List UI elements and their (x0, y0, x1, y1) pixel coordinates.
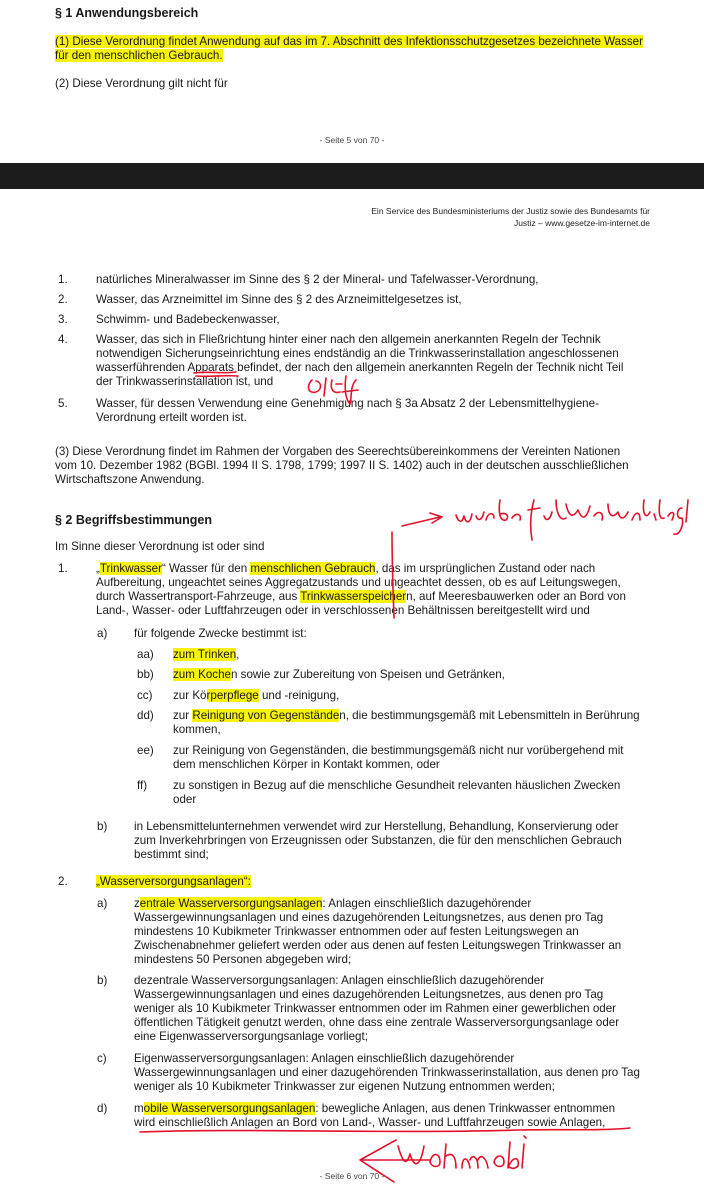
ink-note-top-script (456, 500, 688, 540)
page-header: Ein Service des Bundesministeriums der Justiz sowie des Bundesamts für Justiz ‒ www.gesetze-im-internet.de (371, 206, 650, 228)
def2b-line5: eine Eigenwasserversorgungsanlage vorliegt; (134, 1030, 368, 1043)
sub-ff-line1: zu sonstigen in Bezug auf die menschliche Gesundheit relevanten häuslichen Zwecken (173, 779, 621, 792)
list-item-text: notwendigen Sicherungseinrichtung eines endständig an die Trinkwasserinstallation angeschlossenen (96, 347, 619, 360)
list-item-text: Schwimm- und Badebeckenwasser, (96, 313, 280, 326)
def2d-line1: mobile Wasserversorgungsanlagen: bewegliche Anlagen, aus denen Trinkwasser entnommen (134, 1102, 616, 1115)
def1b-line2: zum Inverkehrbringen von Erzeugnissen oder Substanzen, die für den menschlichen Gebrauch (134, 834, 622, 847)
sub-dd-num: dd) (137, 709, 154, 722)
sub-bb-num: bb) (137, 668, 154, 681)
list-item-text: Wasser, für dessen Verwendung eine Genehmigung nach § 3a Absatz 2 der Lebensmittelhygiene- (96, 397, 599, 410)
def1-line2: Aufbereitung, ungeachtet seines Aggregatzustands und ungeachtet dessen, ob es auf Leitungswegen, (96, 576, 621, 589)
sub-ff-num: ff) (137, 779, 148, 792)
sec2-intro: Im Sinne dieser Verordnung ist oder sind (55, 540, 265, 553)
sub-cc-text: zur Körperpflege und -reinigung, (173, 689, 340, 702)
def2a-line2: Wassergewinnungsanlagen und eines dazugehörenden Leitungsnetzes, aus denen pro Tag (134, 911, 604, 924)
def1a-num: a) (97, 627, 108, 640)
def2b-line3: weniger als 10 Kubikmeter Trinkwasser entnommen oder im Rahmen einer gewerblichen oder (134, 1002, 617, 1015)
def2-num: 2. (58, 875, 68, 888)
p3-line1: (3) Diese Verordnung findet im Rahmen der Vorgaben des Seerechtsübereinkommens der Vereinten Nationen (55, 445, 621, 458)
def2a-line1: zentrale Wasserversorgungsanlagen: Anlagen einschließlich dazugehörender (134, 897, 532, 910)
def2d-num: d) (97, 1102, 108, 1115)
def1b-line1: in Lebensmittelunternehmen verwendet wird zur Herstellung, Behandlung, Konservierung oder (134, 820, 619, 833)
def2a-line3: mindestens 10 Kubikmeter Trinkwasser entnommen oder auf festen Leitungswegen an (134, 925, 579, 938)
sub-cc-num: cc) (137, 689, 153, 702)
list-item-number: 1. (58, 273, 68, 286)
list-item-number: 2. (58, 293, 68, 306)
sec1-p1-line1: (1) Diese Verordnung findet Anwendung auf das im 7. Abschnitt des Infektionsschutzgesetzes bezeichnete Wasser (55, 35, 643, 48)
sec1-heading: § 1 Anwendungsbereich (55, 6, 199, 20)
sub-ee-line2: dem menschlichen Körper in Kontakt kommen, oder (173, 758, 440, 771)
def2b-line4: öffentlichen Tätigkeit genutzt werden, ohne dass eine zentrale Wasserversorgungsanlage oder (134, 1016, 620, 1029)
def1a-text: für folgende Zwecke bestimmt ist: (134, 627, 307, 640)
sub-ee-line1: zur Reinigung von Gegenständen, die bestimmungsgemäß nicht nur vorübergehend mit (173, 744, 624, 757)
p3-line2: vom 10. Dezember 1982 (BGBl. 1994 II S. 1798, 1799; 1997 II S. 1402) auch in der deutschen ausschließlichen (55, 459, 629, 472)
ink-underline-bottom (140, 1128, 630, 1132)
def2a-line5: mindestens 50 Personen abgegeben wird; (134, 953, 352, 966)
list-item-text: der Trinkwasserinstallation ist, und (96, 375, 274, 388)
def2c-line1: Eigenwasserversorgungsanlagen: Anlagen einschließlich dazugehörender (134, 1052, 515, 1065)
def1-num: 1. (58, 562, 68, 575)
def2a-num: a) (97, 897, 108, 910)
def2d-line2: wird einschließlich Anlagen an Bord von Land-, Wasser- und Luftfahrzeugen sowie Anlagen, (134, 1116, 606, 1129)
list-item-text: wasserführenden Apparats befindet, der nach den allgemein anerkannten Regeln der Technik nicht Teil (96, 361, 624, 374)
list-item-number: 5. (58, 397, 68, 410)
sec1-p2: (2) Diese Verordnung gilt nicht für (55, 77, 228, 90)
def1-line1: „Trinkwasser“ Wasser für den menschlichen Gebrauch, das im ursprünglichen Zustand oder nach (96, 562, 596, 575)
ink-arrow-top (402, 513, 442, 526)
ink-underline-apparats-2 (196, 376, 238, 377)
page-footer-6: - Seite 6 von 70 - (319, 1171, 385, 1181)
sub-ee-num: ee) (137, 744, 154, 757)
def2-title: „Wasserversorgungsanlagen“: (96, 875, 251, 888)
def2a-line4: Zwischenabnehmer geliefert werden oder aus denen auf festen Leitungswegen Trinkwasser an (134, 939, 622, 952)
sub-aa-text: zum Trinken, (173, 648, 240, 661)
list-item-text: Wasser, das Arzneimittel im Sinne des § 2 des Arzneimittelgesetzes ist, (96, 293, 462, 306)
sub-dd-line1: zur Reinigung von Gegenständen, die bestimmungsgemäß mit Lebensmitteln in Berührung (173, 709, 640, 722)
def2c-line2: Wassergewinnungsanlagen und einer dazugehörenden Trinkwasserinstallation, aus denen pro Tag (134, 1066, 640, 1079)
sec2-heading: § 2 Begriffsbestimmungen (55, 513, 212, 527)
list-item-text: Verordnung erteilt worden ist. (96, 411, 247, 424)
def1-line4: Land-, Wasser- oder Luftfahrzeugen oder in verschlossenen Behältnissen bereitgestellt wird und (96, 604, 590, 617)
ink-note-bottom-script (398, 1136, 526, 1168)
sub-aa-num: aa) (137, 648, 154, 661)
def2b-line2: Wassergewinnungsanlagen und eines dazugehörenden Leitungsnetzes, aus denen pro Tag (134, 988, 604, 1001)
ink-bracket (392, 532, 394, 618)
list-item-text: Wasser, das sich in Fließrichtung hinter einer nach den allgemein anerkannten Regeln der Technik (96, 333, 601, 346)
list-item-number: 3. (58, 313, 68, 326)
def1b-line3: bestimmt sind; (134, 848, 209, 861)
def2c-num: c) (97, 1052, 107, 1065)
def2c-line3: weniger als 10 Kubikmeter Trinkwasser zur eigenen Nutzung entnommen werden; (134, 1080, 555, 1093)
p3-line3: Wirtschaftszone Anwendung. (55, 473, 205, 486)
ink-underline-apparats (194, 372, 236, 373)
page-footer-5: - Seite 5 von 70 - (319, 135, 385, 145)
list-item-number: 4. (58, 333, 68, 346)
sub-ff-line2: oder (173, 793, 197, 806)
def2b-line1: dezentrale Wasserversorgungsanlagen: Anlagen einschließlich dazugehörender (134, 974, 545, 987)
def1-line3: durch Wassertransport-Fahrzeuge, aus Trinkwasserspeichern, auf Meeresbauwerken oder an Bord von (96, 590, 626, 603)
ink-okay-scribble (309, 376, 358, 404)
sub-bb-text: zum Kochen sowie zur Zubereitung von Speisen und Getränken, (173, 668, 505, 681)
def2b-num: b) (97, 974, 108, 987)
list-item-text: natürliches Mineralwasser im Sinne des § 2 der Mineral- und Tafelwasser-Verordnung, (96, 273, 539, 286)
def1b-num: b) (97, 820, 108, 833)
sec1-p1-line2: für den menschlichen Gebrauch. (55, 49, 223, 62)
sub-dd-line2: kommen, (173, 723, 221, 736)
